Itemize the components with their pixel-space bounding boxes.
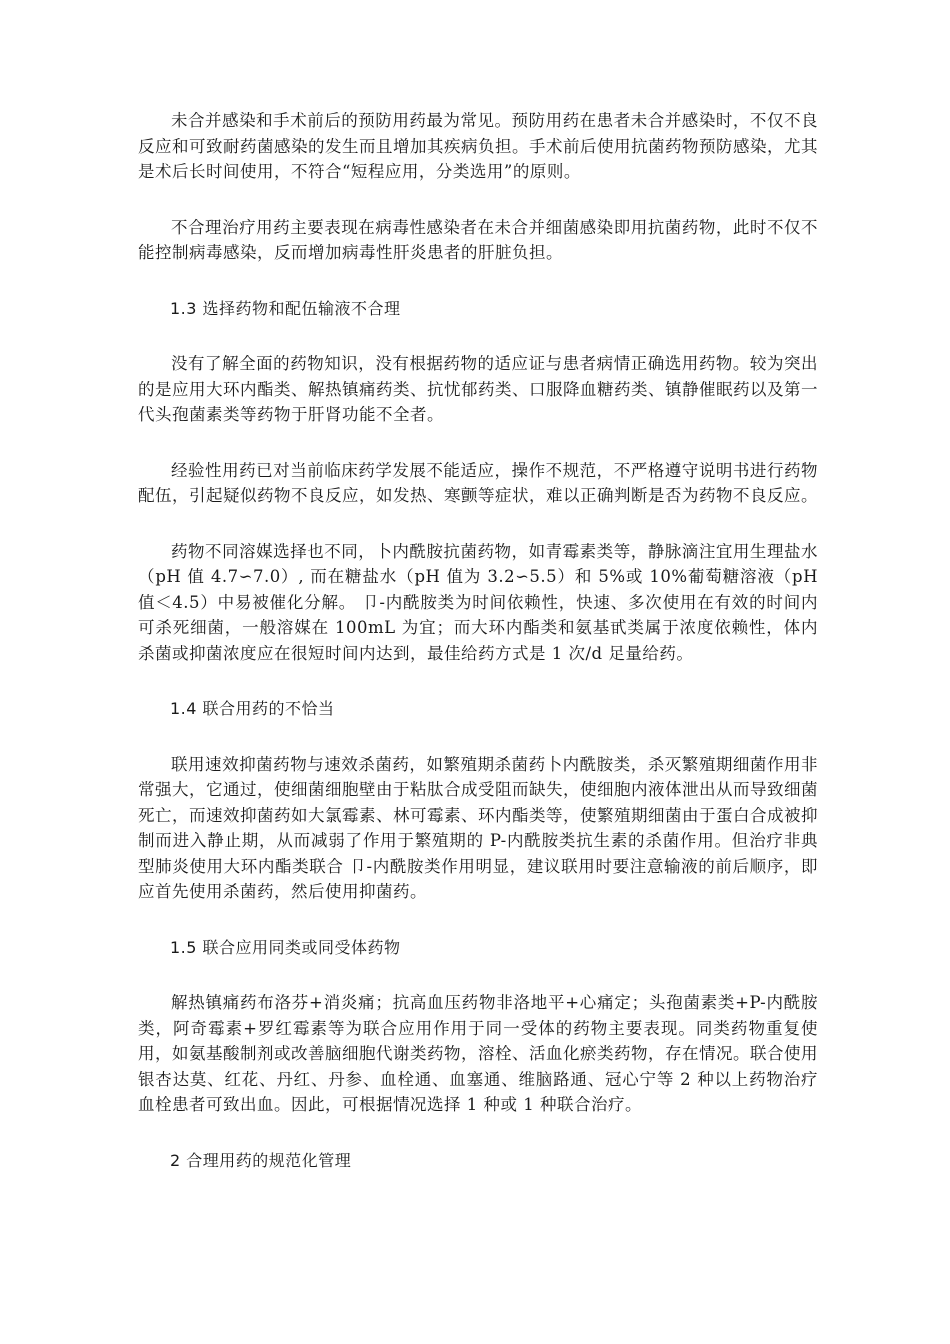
paragraph-combination-use: 联用速效抑菌药物与速效杀菌药，如繁殖期杀菌药卜内酰胺类，杀灭繁殖期细菌作用非常强大，它通过，使细菌细胞壁由于粘肽合成受阻而缺失，使细胞内液体泄出从而导致细菌死亡，而速效抑菌药如大氯霉素、林可霉素、环内酯类等，使繁殖期细菌由于蛋白合成被抑制而进入静止期，从而减弱了作用于繁殖期的 P-内酰胺类抗生素的杀菌作用。但治疗非典型肺炎使用大环内酯类联合 卩-内酰胺类作用明显，建议联用时要注意输液的前后顺序，即应首先使用杀菌药，然后使用抑菌药。 [138,754,818,901]
paragraph-empirical-use: 经验性用药已对当前临床药学发展不能适应，操作不规范，不严格遵守说明书进行药物配伍，引起疑似药物不良反应，如发热、寒颤等症状，难以正确判断是否为药物不良反应。 [138,460,818,505]
paragraph-preventive-use: 未合并感染和手术前后的预防用药最为常见。预防用药在患者未合并感染时，不仅不良反应和可致耐药菌感染的发生而且增加其疾病负担。手术前后使用抗菌药物预防感染，尤其是术后长时间使用，不符合“短程应用，分类选用”的原则。 [138,111,818,181]
section-heading-1-4: 1.4 联合用药的不恰当 [170,699,335,718]
paragraph-drug-selection: 没有了解全面的药物知识，没有根据药物的适应证与患者病情正确选用药物。较为突出的是应用大环内酯类、解热镇痛药类、抗忧郁药类、口服降血糖药类、镇静催眠药以及第一代头孢菌素类等药物于肝肾功能不全者。 [138,354,818,424]
paragraph-same-receptor: 解热镇痛药布洛芬+消炎痛；抗高血压药物非洛地平+心痛定；头孢菌素类+P-内酰胺类，阿奇霉素+罗红霉素等为联合应用作用于同一受体的药物主要表现。同类药物重复使用，如氨基酸制剂或改善脑细胞代谢类药物，溶栓、活血化瘀类药物，存在情况。联合使用银杏达莫、红花、丹红、丹参、血栓通、血塞通、维脑路通、冠心宁等 2 种以上药物治疗血栓患者可致出血。因此，可根据情况选择 1 种或 1 种联合治疗。 [138,993,818,1114]
paragraph-solvent-choice: 药物不同溶媒选择也不同，卜内酰胺抗菌药物，如青霉素类等，静脉滴注宜用生理盐水（pH 值 4.7∽7.0）, 而在糖盐水（pH 值为 3.2∽5.5）和 5%或 10%葡萄糖溶液（pH 值＜4.5）中易被催化分解。 卩-内酰胺类为时间依赖性，快速、多次使用在有效的时间内可杀死细菌，一般溶媒在 100mL 为宜；而大环内酯类和氨基甙类属于浓度依赖性，体内杀菌或抑菌浓度应在很短时间内达到，最佳给药方式是 1 次/d 足量给药。 [138,541,818,663]
section-heading-1-5: 1.5 联合应用同类或同受体药物 [170,937,401,957]
paragraph-unreasonable-treatment: 不合理治疗用药主要表现在病毒性感染者在未合并细菌感染即用抗菌药物，此时不仅不能控制病毒感染，反而增加病毒性肝炎患者的肝脏负担。 [138,217,818,262]
document-page [138,108,818,1173]
section-heading-1-3: 1.3 选择药物和配伍输液不合理 [170,298,401,318]
section-heading-2: 2 合理用药的规范化管理 [170,1150,352,1170]
